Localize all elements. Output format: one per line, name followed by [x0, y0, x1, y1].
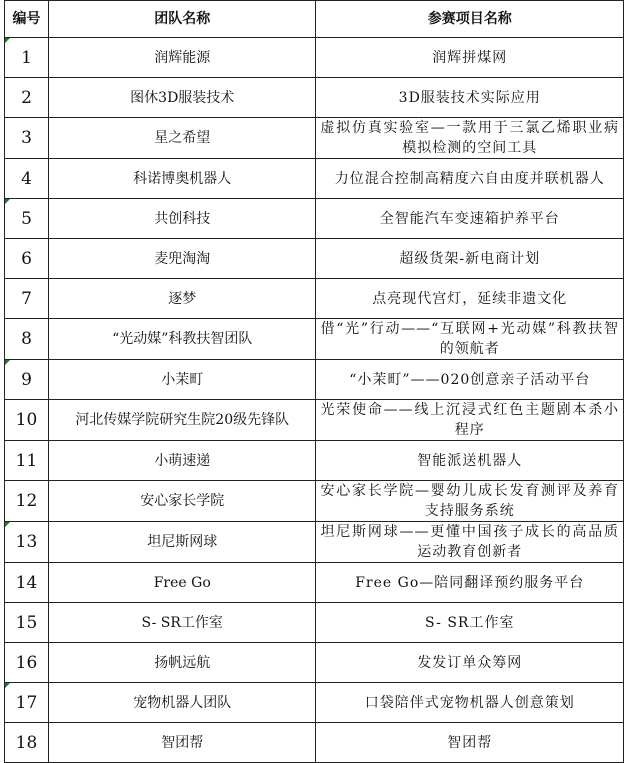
table-row	[5, 78, 624, 118]
team-name: 星之希望	[48, 118, 316, 159]
header-team: 团队名称	[48, 1, 316, 38]
table-row	[5, 643, 624, 683]
project-name: 发发订单众筹网	[316, 643, 624, 683]
table-row	[5, 118, 624, 159]
row-number: 9	[5, 360, 49, 400]
table-row	[5, 360, 624, 400]
project-name: 全智能汽车变速箱护养平台	[316, 199, 624, 239]
row-number: 3	[5, 118, 49, 159]
team-name: 智团帮	[48, 723, 316, 763]
team-name: 逐梦	[48, 279, 316, 319]
team-name: S- SR工作室	[48, 603, 316, 643]
team-name: 安心家长学院	[48, 481, 316, 522]
project-name: 借“光”行动——“互联网+光动媒”科教扶智的领航者	[316, 319, 624, 360]
team-name: 图休3D服装技术	[48, 78, 316, 118]
table-row	[5, 319, 624, 360]
team-name: 坦尼斯网球	[48, 522, 316, 563]
table-row	[5, 603, 624, 643]
row-number: 7	[5, 279, 49, 319]
table-row	[5, 239, 624, 279]
row-number: 5	[5, 199, 49, 239]
team-name: 润辉能源	[48, 38, 316, 78]
table-row	[5, 159, 624, 199]
table-row	[5, 481, 624, 522]
table-row	[5, 279, 624, 319]
project-name: 口袋陪伴式宠物机器人创意策划	[316, 683, 624, 723]
team-name: 扬帆远航	[48, 643, 316, 683]
row-number: 18	[5, 723, 49, 763]
row-number: 2	[5, 78, 49, 118]
row-number: 14	[5, 563, 49, 603]
project-name: 智能派送机器人	[316, 441, 624, 481]
team-name: 宠物机器人团队	[48, 683, 316, 723]
team-name: 科诺博奥机器人	[48, 159, 316, 199]
team-name: 河北传媒学院研究生院20级先锋队	[48, 400, 316, 441]
project-name: 光荣使命——线上沉浸式红色主题剧本杀小程序	[316, 400, 624, 441]
team-name: 小萌速递	[48, 441, 316, 481]
row-number: 15	[5, 603, 49, 643]
row-number: 8	[5, 319, 49, 360]
header-row	[5, 1, 624, 38]
team-name: 小茉町	[48, 360, 316, 400]
project-name: Free Go—陪同翻译预约服务平台	[316, 563, 624, 603]
project-name: 润辉拼煤网	[316, 38, 624, 78]
row-number: 11	[5, 441, 49, 481]
table-row	[5, 563, 624, 603]
row-number: 17	[5, 683, 49, 723]
project-name: 超级货架-新电商计划	[316, 239, 624, 279]
table-row	[5, 522, 624, 563]
table-row	[5, 441, 624, 481]
row-number: 13	[5, 522, 49, 563]
header-num: 编号	[5, 1, 49, 38]
project-name: 安心家长学院—婴幼儿成长发育测评及养育支持服务系统	[316, 481, 624, 522]
table-row	[5, 199, 624, 239]
header-project: 参赛项目名称	[316, 1, 624, 38]
team-name: “光动媒”科教扶智团队	[48, 319, 316, 360]
table-row	[5, 683, 624, 723]
row-number: 6	[5, 239, 49, 279]
team-name: 麦兜淘淘	[48, 239, 316, 279]
row-number: 4	[5, 159, 49, 199]
teams-table	[4, 0, 624, 763]
project-name: 点亮现代宫灯，延续非遗文化	[316, 279, 624, 319]
table-row	[5, 38, 624, 78]
table-row	[5, 400, 624, 441]
project-name: 智团帮	[316, 723, 624, 763]
project-name: 3D服装技术实际应用	[316, 78, 624, 118]
project-name: 坦尼斯网球——更懂中国孩子成长的高品质运动教育创新者	[316, 522, 624, 563]
team-name: Free Go	[48, 563, 316, 603]
row-number: 10	[5, 400, 49, 441]
project-name: 力位混合控制高精度六自由度并联机器人	[316, 159, 624, 199]
row-number: 1	[5, 38, 49, 78]
project-name: 虚拟仿真实验室—一款用于三氯乙烯职业病模拟检测的空间工具	[316, 118, 624, 159]
table-row	[5, 723, 624, 763]
row-number: 16	[5, 643, 49, 683]
row-number: 12	[5, 481, 49, 522]
team-name: 共创科技	[48, 199, 316, 239]
project-name: S- SR工作室	[316, 603, 624, 643]
project-name: “小茉町”——020创意亲子活动平台	[316, 360, 624, 400]
